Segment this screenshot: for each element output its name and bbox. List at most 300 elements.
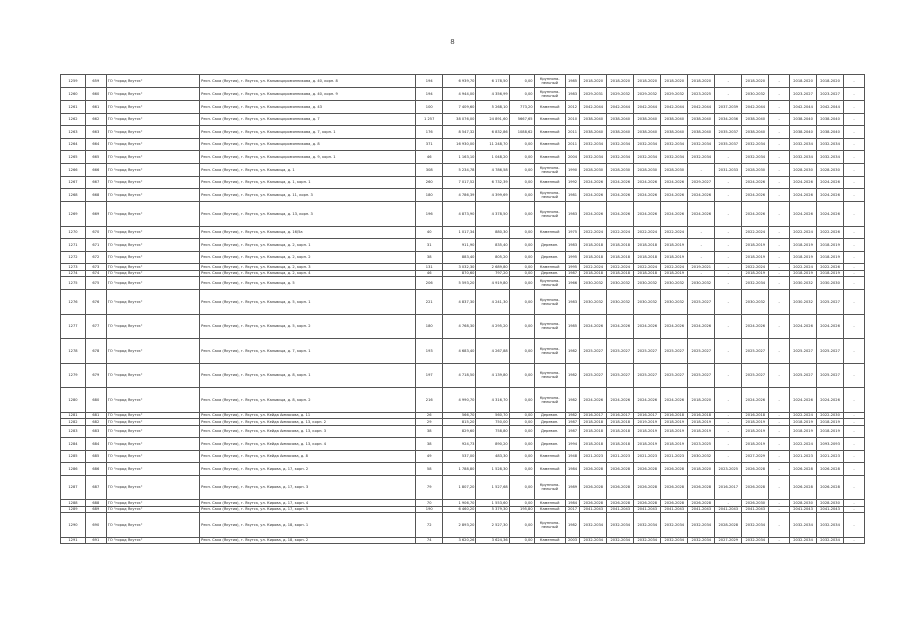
page-number: 8 xyxy=(450,38,455,46)
cell-p9: 2022-2024 xyxy=(790,226,817,239)
cell-code: 674 xyxy=(85,270,106,277)
cell-p5: 2032-2034 xyxy=(688,138,715,151)
cell-p1: 2024-2026 xyxy=(580,189,607,202)
cell-p4: 2024-2026 xyxy=(661,388,688,413)
cell-p8: - xyxy=(769,537,790,544)
cell-p6: 2035-2037 xyxy=(715,138,742,151)
cell-p1: 2018-2018 xyxy=(580,419,607,426)
cell-code: 686 xyxy=(85,463,106,476)
cell-municipality: ГО "город Якутск" xyxy=(106,450,199,463)
cell-year: 2017 xyxy=(565,506,580,513)
cell-p9: 2024-2026 xyxy=(790,176,817,189)
cell-p2: 2018-2018 xyxy=(607,425,634,438)
cell-p1: 2016-2017 xyxy=(580,412,607,419)
table-row xyxy=(61,339,865,364)
cell-p1: 2024-2026 xyxy=(580,388,607,413)
cell-p10: 2028-2030 xyxy=(817,500,844,507)
cell-p9: 2028-2030 xyxy=(790,500,817,507)
cell-nonliving-area: 5667,65 xyxy=(509,113,534,126)
cell-p3: 2018-2018 xyxy=(634,251,661,264)
cell-p5: - xyxy=(688,226,715,239)
cell-p11: - xyxy=(844,163,865,176)
cell-p10: 2093-2093 xyxy=(817,438,844,451)
cell-year: 2011 xyxy=(565,138,580,151)
cell-address: Респ. Саха (Якутия), г. Якутск, ул. Кирова, д. 18, корп. 2 xyxy=(200,537,416,544)
cell-address: Респ. Саха (Якутия), г. Якутск, ул. Кальвица, д. 2, корп. 4 xyxy=(200,270,416,277)
cell-p2: 2024-2026 xyxy=(607,189,634,202)
cell-year: 1982 xyxy=(565,339,580,364)
cell-wall-material: Деревян. xyxy=(534,419,565,426)
cell-p8: - xyxy=(769,176,790,189)
table-row xyxy=(61,463,865,476)
cell-p6: 2023-2025 xyxy=(715,463,742,476)
cell-p7: 2018-2019 xyxy=(742,419,769,426)
cell-address: Респ. Саха (Якутия), г. Якутск, ул. Кальвицкромянникова, д. 7, корп. 1 xyxy=(200,126,416,139)
cell-p5: 2030-2032 xyxy=(688,450,715,463)
cell-p11: - xyxy=(844,264,865,271)
cell-area-sqm: 176 xyxy=(416,126,443,139)
cell-municipality: ГО "город Якутск" xyxy=(106,189,199,202)
cell-p11: - xyxy=(844,202,865,227)
cell-p11: - xyxy=(844,270,865,277)
cell-p9: 2018-2020 xyxy=(790,75,817,88)
cell-p9: 2025-2027 xyxy=(790,339,817,364)
cell-no: 1285 xyxy=(61,450,86,463)
cell-address: Респ. Саха (Якутия), г. Якутск, ул. Кальвицкромянникова, д. 9, корп. 1 xyxy=(200,151,416,164)
cell-p7: 2032-2034 xyxy=(742,513,769,538)
cell-p6: - xyxy=(715,151,742,164)
cell-no: 1273 xyxy=(61,264,86,271)
cell-p4: 2025-2027 xyxy=(661,339,688,364)
cell-p11: - xyxy=(844,75,865,88)
cell-year: 2003 xyxy=(565,537,580,544)
cell-p9: 2022-2024 xyxy=(790,438,817,451)
cell-municipality: ГО "город Якутск" xyxy=(106,412,199,419)
cell-address: Респ. Саха (Якутия), г. Якутск, ул. Кальвица, д. 2, корп. 3 xyxy=(200,264,416,271)
cell-p5: 2018-2020 xyxy=(688,388,715,413)
cell-floor-area: 1 788,80 xyxy=(443,463,476,476)
cell-p3: 2019-2019 xyxy=(634,419,661,426)
cell-p9: 2026-2028 xyxy=(790,463,817,476)
cell-p9: 2030-2032 xyxy=(790,277,817,290)
cell-wall-material: Каменный xyxy=(534,113,565,126)
cell-year: 1995 xyxy=(565,251,580,264)
cell-p8: - xyxy=(769,412,790,419)
cell-p8: - xyxy=(769,339,790,364)
cell-p6: 2035-2037 xyxy=(715,126,742,139)
cell-p11: - xyxy=(844,450,865,463)
cell-p10: 2026-2028 xyxy=(817,463,844,476)
cell-p5: 2019-2021 xyxy=(688,264,715,271)
cell-p9: 2030-2032 xyxy=(790,290,817,315)
cell-p7: 2022-2024 xyxy=(742,226,769,239)
cell-address: Респ. Саха (Якутия), г. Якутск, ул. Кейда Аммосова, д. 11 xyxy=(200,412,416,419)
cell-p6: - xyxy=(715,277,742,290)
cell-p5: 2018-2019 xyxy=(688,419,715,426)
table-row xyxy=(61,189,865,202)
cell-p10: 2032-2034 xyxy=(817,151,844,164)
cell-p10: 2032-2034 xyxy=(817,138,844,151)
cell-address: Респ. Саха (Якутия), г. Якутск, ул. Кирова, д. 18, корп. 1 xyxy=(200,513,416,538)
cell-address: Респ. Саха (Якутия), г. Якутск, ул. Кальвица, д. 2, корп. 1 xyxy=(200,239,416,252)
cell-no: 1282 xyxy=(61,419,86,426)
cell-year: 1987 xyxy=(565,419,580,426)
cell-code: 663 xyxy=(85,126,106,139)
cell-area-sqm: 194 xyxy=(416,75,443,88)
cell-p7: 2018-2019 xyxy=(742,270,769,277)
cell-living-area: 4 241,30 xyxy=(476,290,509,315)
cell-address: Респ. Саха (Якутия), г. Якутск, ул. Кирова, д. 17, корп. 5 xyxy=(200,506,416,513)
cell-municipality: ГО "город Якутск" xyxy=(106,151,199,164)
cell-municipality: ГО "город Якутск" xyxy=(106,537,199,544)
cell-area-sqm: 221 xyxy=(416,290,443,315)
cell-area-sqm: 100 xyxy=(416,101,443,114)
cell-p3: 2026-2028 xyxy=(634,463,661,476)
cell-p8: - xyxy=(769,151,790,164)
cell-p11: - xyxy=(844,438,865,451)
cell-p1: 2041-2043 xyxy=(580,506,607,513)
cell-p1: 2029-2031 xyxy=(580,88,607,101)
table-row xyxy=(61,88,865,101)
cell-year: 1995 xyxy=(565,264,580,271)
cell-wall-material: Деревян. xyxy=(534,425,565,438)
cell-p3: 2025-2027 xyxy=(634,363,661,388)
cell-address: Респ. Саха (Якутия), г. Якутск, ул. Кальвица, д. 16/5а xyxy=(200,226,416,239)
cell-floor-area: 8 547,32 xyxy=(443,126,476,139)
cell-p2: 2018-2018 xyxy=(607,239,634,252)
cell-year: 1984 xyxy=(565,500,580,507)
cell-floor-area: 2 893,20 xyxy=(443,513,476,538)
cell-code: 676 xyxy=(85,290,106,315)
cell-p2: 2018-2018 xyxy=(607,419,634,426)
cell-p6: - xyxy=(715,202,742,227)
cell-p1: 2032-2034 xyxy=(580,537,607,544)
cell-p2: 2018-2018 xyxy=(607,251,634,264)
cell-address: Респ. Саха (Якутия), г. Якутск, ул. Кальвицкромянникова, д. 8 xyxy=(200,138,416,151)
cell-floor-area: 883,40 xyxy=(443,251,476,264)
cell-p2: 2026-2028 xyxy=(607,475,634,500)
cell-address: Респ. Саха (Якутия), г. Якутск, ул. Кирова, д. 17, корп. 4 xyxy=(200,500,416,507)
cell-code: 672 xyxy=(85,251,106,264)
cell-p1: 2018-2018 xyxy=(580,425,607,438)
cell-p7: 2024-2026 xyxy=(742,189,769,202)
cell-nonliving-area: 773,20 xyxy=(509,101,534,114)
cell-no: 1263 xyxy=(61,126,86,139)
cell-p1: 2018-2018 xyxy=(580,239,607,252)
cell-p9: 2018-2019 xyxy=(790,419,817,426)
cell-p8: - xyxy=(769,113,790,126)
cell-wall-material: Деревян. xyxy=(534,270,565,277)
cell-nonliving-area: 0,00 xyxy=(509,363,534,388)
cell-area-sqm: 26 xyxy=(416,412,443,419)
cell-p9: 2032-2034 xyxy=(790,138,817,151)
cell-code: 669 xyxy=(85,202,106,227)
cell-code: 682 xyxy=(85,419,106,426)
cell-p7: 2026-2030 xyxy=(742,500,769,507)
cell-p2: 2028-2030 xyxy=(607,163,634,176)
cell-nonliving-area: 0,00 xyxy=(509,75,534,88)
cell-nonliving-area: 0,00 xyxy=(509,264,534,271)
cell-year: 2010 xyxy=(565,113,580,126)
cell-p2: 2018-2020 xyxy=(607,75,634,88)
cell-p9: 2032-2034 xyxy=(790,537,817,544)
cell-floor-area: 5 593,20 xyxy=(443,277,476,290)
table-row xyxy=(61,475,865,500)
cell-p1: 2024-2026 xyxy=(580,202,607,227)
cell-p4: 2018-2020 xyxy=(661,75,688,88)
cell-p5: - xyxy=(688,239,715,252)
cell-municipality: ГО "город Якутск" xyxy=(106,419,199,426)
cell-p2: 2022-2024 xyxy=(607,226,634,239)
cell-municipality: ГО "город Якутск" xyxy=(106,75,199,88)
cell-p1: 2018-2020 xyxy=(580,75,607,88)
cell-wall-material: Каменный xyxy=(534,463,565,476)
cell-nonliving-area: 0,00 xyxy=(509,500,534,507)
cell-p10: 2042-2044 xyxy=(817,101,844,114)
cell-code: 690 xyxy=(85,513,106,538)
cell-p7: 2018-2019 xyxy=(742,425,769,438)
cell-p9: 2042-2044 xyxy=(790,101,817,114)
cell-nonliving-area: 0,00 xyxy=(509,202,534,227)
table-row xyxy=(61,226,865,239)
cell-p11: - xyxy=(844,463,865,476)
cell-floor-area: 537,00 xyxy=(443,450,476,463)
cell-p6: - xyxy=(715,189,742,202)
cell-floor-area: 3 620,26 xyxy=(443,537,476,544)
cell-floor-area: 7 017,52 xyxy=(443,176,476,189)
cell-living-area: 4 139,80 xyxy=(476,363,509,388)
cell-year: 1948 xyxy=(565,450,580,463)
cell-p10: 2024-2026 xyxy=(817,189,844,202)
cell-floor-area: 6 939,70 xyxy=(443,75,476,88)
cell-p6: - xyxy=(715,450,742,463)
cell-nonliving-area: 0,00 xyxy=(509,251,534,264)
cell-p5: - xyxy=(688,251,715,264)
cell-p2: 2024-2026 xyxy=(607,202,634,227)
cell-p2: 2032-2034 xyxy=(607,151,634,164)
cell-area-sqm: 193 xyxy=(416,339,443,364)
cell-p8: - xyxy=(769,290,790,315)
cell-p5: 2026-2028 xyxy=(688,475,715,500)
cell-address: Респ. Саха (Якутия), г. Якутск, ул. Кейда Аммосова, д. 8 xyxy=(200,450,416,463)
cell-p9: 2038-2040 xyxy=(790,126,817,139)
cell-p1: 2032-2034 xyxy=(580,513,607,538)
cell-p1: 2028-2030 xyxy=(580,163,607,176)
cell-no: 1268 xyxy=(61,189,86,202)
cell-nonliving-area: 0,00 xyxy=(509,151,534,164)
cell-p9: 2038-2040 xyxy=(790,113,817,126)
cell-living-area: 2 527,30 xyxy=(476,513,509,538)
cell-p10: 2038-2040 xyxy=(817,113,844,126)
cell-p4: 2032-2034 xyxy=(661,151,688,164)
cell-code: 673 xyxy=(85,264,106,271)
cell-p6: - xyxy=(715,412,742,419)
cell-floor-area: 4 873,90 xyxy=(443,202,476,227)
cell-p11: - xyxy=(844,189,865,202)
cell-p1: 2030-2032 xyxy=(580,277,607,290)
cell-code: 679 xyxy=(85,363,106,388)
cell-no: 1276 xyxy=(61,290,86,315)
cell-p10: 2030-2030 xyxy=(817,277,844,290)
cell-wall-material: Каменный xyxy=(534,126,565,139)
cell-no: 1261 xyxy=(61,101,86,114)
cell-municipality: ГО "город Якутск" xyxy=(106,138,199,151)
cell-p3: 2025-2027 xyxy=(634,339,661,364)
cell-p7: 2022-2024 xyxy=(742,264,769,271)
cell-p9: 2022-2024 xyxy=(790,264,817,271)
cell-floor-area: 4 718,50 xyxy=(443,363,476,388)
cell-wall-material: Каменный xyxy=(534,226,565,239)
cell-p9: 2032-2034 xyxy=(790,513,817,538)
cell-year: 1983 xyxy=(565,290,580,315)
cell-floor-area: 911,90 xyxy=(443,239,476,252)
cell-year: 2012 xyxy=(565,101,580,114)
cell-p5: 2029-2027 xyxy=(688,176,715,189)
cell-year: 1982 xyxy=(565,513,580,538)
cell-municipality: ГО "город Якутск" xyxy=(106,500,199,507)
cell-p3: 2016-2017 xyxy=(634,412,661,419)
cell-p5: 2018-2020 xyxy=(688,463,715,476)
cell-area-sqm: 40 xyxy=(416,226,443,239)
cell-code: 691 xyxy=(85,537,106,544)
cell-p6: 2031-2033 xyxy=(715,163,742,176)
cell-floor-area: 6 460,20 xyxy=(443,506,476,513)
cell-p5: 2016-2018 xyxy=(688,412,715,419)
cell-municipality: ГО "город Якутск" xyxy=(106,101,199,114)
cell-p5: 2018-2019 xyxy=(688,425,715,438)
cell-p2: 2038-2040 xyxy=(607,113,634,126)
cell-year: 1992 xyxy=(565,176,580,189)
cell-p9: 2032-2034 xyxy=(790,151,817,164)
cell-nonliving-area: 0,00 xyxy=(509,419,534,426)
cell-municipality: ГО "город Якутск" xyxy=(106,176,199,189)
cell-floor-area: 870,60 xyxy=(443,270,476,277)
cell-p6: - xyxy=(715,419,742,426)
cell-year: 1990 xyxy=(565,163,580,176)
cell-p3: 2018-2018 xyxy=(634,239,661,252)
cell-nonliving-area: 0,00 xyxy=(509,513,534,538)
cell-area-sqm: 1 257 xyxy=(416,113,443,126)
cell-year: 1982 xyxy=(565,412,580,419)
cell-p10: 2025-2027 xyxy=(817,290,844,315)
cell-p9: 2028-2030 xyxy=(790,163,817,176)
cell-p6: 2041-2043 xyxy=(715,506,742,513)
cell-wall-material: Крупнопа-нельный xyxy=(534,339,565,364)
cell-wall-material: Каменный xyxy=(534,264,565,271)
cell-living-area: 1 553,60 xyxy=(476,500,509,507)
cell-p8: - xyxy=(769,163,790,176)
cell-p3: 2029-2032 xyxy=(634,88,661,101)
cell-p3: 2024-2026 xyxy=(634,388,661,413)
cell-p2: 2026-2028 xyxy=(607,463,634,476)
cell-living-area: 4 316,70 xyxy=(476,388,509,413)
cell-p5: 2041-2043 xyxy=(688,506,715,513)
cell-p4: 2038-2040 xyxy=(661,126,688,139)
cell-wall-material: Крупнопа-нельный xyxy=(534,202,565,227)
cell-floor-area: 1 906,70 xyxy=(443,500,476,507)
cell-p6: 2028-2028 xyxy=(715,513,742,538)
cell-p6: - xyxy=(715,251,742,264)
cell-p5: 2025-2027 xyxy=(688,339,715,364)
cell-code: 666 xyxy=(85,163,106,176)
table-row xyxy=(61,251,865,264)
cell-no: 1267 xyxy=(61,176,86,189)
cell-p8: - xyxy=(769,314,790,339)
cell-area-sqm: 79 xyxy=(416,475,443,500)
cell-floor-area: 924,73 xyxy=(443,438,476,451)
cell-nonliving-area: 0,00 xyxy=(509,537,534,544)
cell-address: Респ. Саха (Якутия), г. Якутск, ул. Кальвицкромянникова, д. 7 xyxy=(200,113,416,126)
cell-municipality: ГО "город Якутск" xyxy=(106,163,199,176)
cell-living-area: 1 048,20 xyxy=(476,151,509,164)
cell-wall-material: Крупнопа-нельный xyxy=(534,314,565,339)
cell-p8: - xyxy=(769,277,790,290)
cell-address: Респ. Саха (Якутия), г. Якутск, ул. Кальвицкромянникова, д. 40, корп. 9 xyxy=(200,88,416,101)
table-row xyxy=(61,438,865,451)
cell-code: 668 xyxy=(85,189,106,202)
cell-p4: 2042-2044 xyxy=(661,101,688,114)
cell-code: 685 xyxy=(85,450,106,463)
cell-p10: 2022-2026 xyxy=(817,226,844,239)
cell-address: Респ. Саха (Якутия), г. Якутск, ул. Кальвица, д. 8, корп. 1 xyxy=(200,363,416,388)
cell-p8: - xyxy=(769,506,790,513)
cell-p7: 2025-2027 xyxy=(742,363,769,388)
cell-p7: 2024-2026 xyxy=(742,176,769,189)
cell-p1: 2038-2040 xyxy=(580,126,607,139)
cell-p1: 2038-2040 xyxy=(580,113,607,126)
cell-area-sqm: 49 xyxy=(416,450,443,463)
cell-p8: - xyxy=(769,239,790,252)
cell-no: 1264 xyxy=(61,138,86,151)
cell-floor-area: 829,60 xyxy=(443,425,476,438)
cell-p10: 2022-2030 xyxy=(817,412,844,419)
cell-p4: 2018-2019 xyxy=(661,239,688,252)
cell-p7: 2028-2030 xyxy=(742,163,769,176)
cell-p3: 2032-2034 xyxy=(634,537,661,544)
cell-p9: 2018-2019 xyxy=(790,239,817,252)
cell-living-area: 890,20 xyxy=(476,438,509,451)
cell-p1: 2022-2024 xyxy=(580,226,607,239)
cell-p10: 2021-2023 xyxy=(817,450,844,463)
cell-nonliving-area: 0,00 xyxy=(509,88,534,101)
cell-p7: 2025-2027 xyxy=(742,339,769,364)
cell-p6: - xyxy=(715,270,742,277)
cell-p11: - xyxy=(844,290,865,315)
cell-floor-area: 4 944,00 xyxy=(443,88,476,101)
cell-floor-area: 4 768,30 xyxy=(443,314,476,339)
cell-area-sqm: 190 xyxy=(416,506,443,513)
cell-p8: - xyxy=(769,438,790,451)
cell-code: 680 xyxy=(85,388,106,413)
cell-code: 664 xyxy=(85,138,106,151)
cell-p3: 2030-2032 xyxy=(634,277,661,290)
table-row xyxy=(61,202,865,227)
cell-living-area: 3 624,36 xyxy=(476,537,509,544)
cell-p11: - xyxy=(844,314,865,339)
cell-living-area: 758,80 xyxy=(476,425,509,438)
cell-address: Респ. Саха (Якутия), г. Якутск, ул. Кальвица, д. 1 xyxy=(200,163,416,176)
cell-p7: 2024-2026 xyxy=(742,314,769,339)
cell-floor-area: 4 990,70 xyxy=(443,388,476,413)
cell-p3: 2024-2026 xyxy=(634,176,661,189)
cell-floor-area: 1 017,34 xyxy=(443,226,476,239)
cell-p1: 2032-2034 xyxy=(580,138,607,151)
cell-no: 1259 xyxy=(61,75,86,88)
cell-p4: 2024-2026 xyxy=(661,314,688,339)
cell-p11: - xyxy=(844,251,865,264)
cell-wall-material: Деревян. xyxy=(534,438,565,451)
cell-wall-material: Деревян. xyxy=(534,251,565,264)
